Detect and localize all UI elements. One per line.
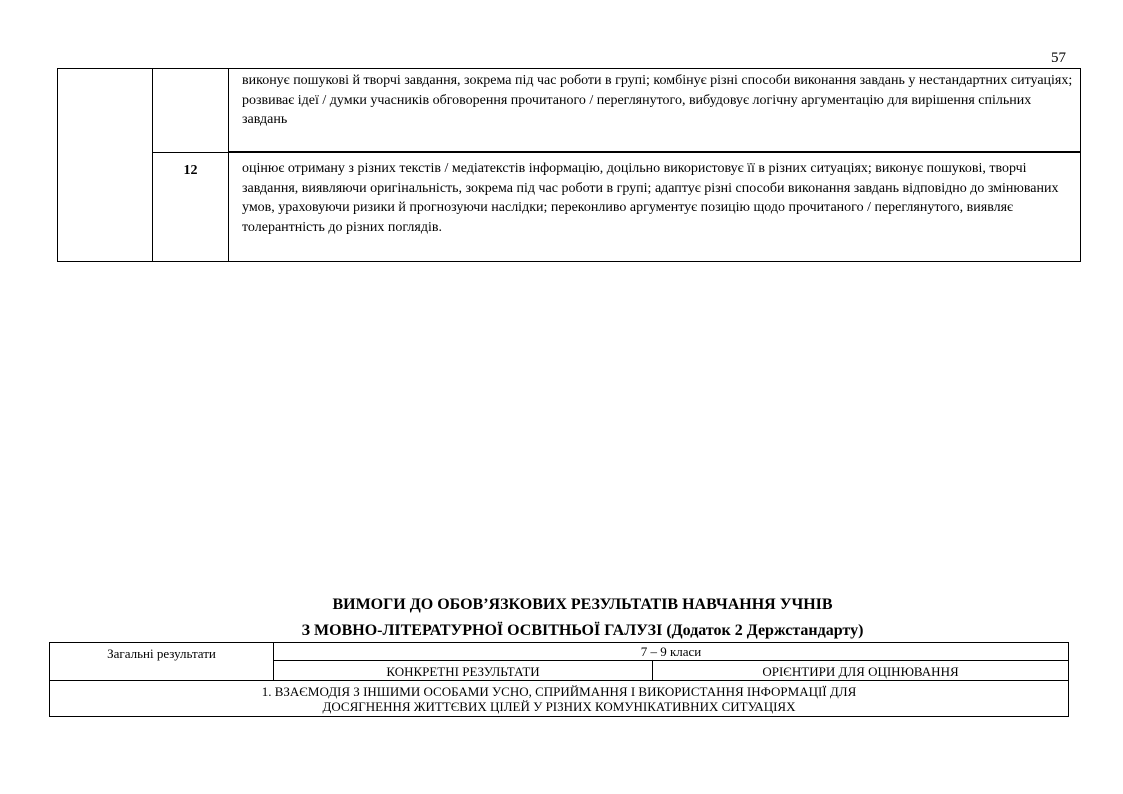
section-heading-line1: ВИМОГИ ДО ОБОВ’ЯЗКОВИХ РЕЗУЛЬТАТІВ НАВЧАННЯ УЧНІВ [332, 596, 833, 613]
section-heading-line2: З МОВНО-ЛІТЕРАТУРНОЇ ОСВІТНЬОЇ ГАЛУЗІ (Додаток 2 Держстандарту) [301, 622, 864, 639]
table-header-row [50, 643, 1069, 661]
criteria-cell [229, 152, 1081, 261]
table-section-row [50, 681, 1069, 717]
score-cell: 12 [153, 152, 229, 261]
general-results-header: Загальні результати [50, 643, 274, 681]
criteria-paragraph: оцінює отриману з різних текстів / медіатекстів інформацію, доцільно використовує її в різних ситуаціях; виконує пошукові, творчі завдання, виявляючи оригінальність, зокрема під час роботи в групі; адаптує різні способи виконання завдань відповідно до змінюваних умов, ураховуючи ризики й прогнозуючи наслідки; переконливо аргументує позицію щодо прочитаного / переглянутого, виявляє толерантність до різних поглядів. [242, 161, 1059, 235]
section-title-line1: 1. ВЗАЄМОДІЯ З ІНШИМИ ОСОБАМИ УСНО, СПРИЙМАННЯ І ВИКОРИСТАННЯ ІНФОРМАЦІЇ ДЛЯ [261, 683, 857, 699]
grades-header: 7 – 9 класи [274, 643, 1069, 661]
assessment-guidelines-header: ОРІЄНТИРИ ДЛЯ ОЦІНЮВАННЯ [653, 661, 1069, 681]
criteria-paragraph: виконує пошукові й творчі завдання, зокрема під час роботи в групі; комбінує різні способи виконання завдань у нестандартних ситуаціях; [242, 73, 1073, 88]
page-number: 57 [1051, 50, 1066, 66]
criteria-table-continuation [57, 68, 1081, 262]
criteria-cell [229, 69, 1081, 153]
requirements-table [49, 642, 1069, 717]
criteria-paragraph: розвиває ідеї / думки учасників обговорення прочитаного / переглянутого, вибудовує логічну аргументацію для вирішення спільних завдань [242, 92, 1032, 127]
specific-results-header: КОНКРЕТНІ РЕЗУЛЬТАТИ [274, 661, 653, 681]
level-cell [58, 69, 153, 262]
section-title-cell [50, 681, 1069, 717]
score-cell [153, 69, 229, 153]
table-row [58, 69, 1081, 153]
section-title-line2: ДОСЯГНЕННЯ ЖИТТЄВИХ ЦІЛЕЙ У РІЗНИХ КОМУНІКАТИВНИХ СИТУАЦІЯХ [322, 698, 796, 714]
table-row [58, 152, 1081, 261]
